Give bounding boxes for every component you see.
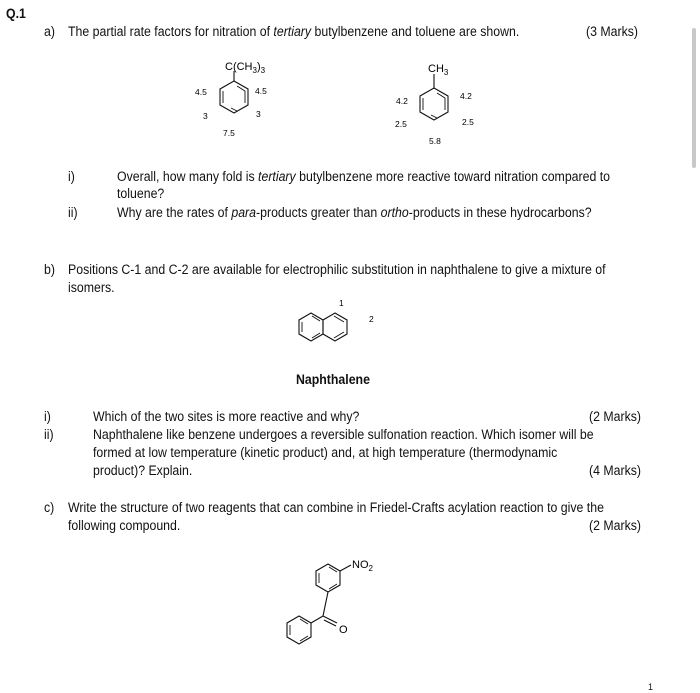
- benzene-ring: [220, 81, 248, 113]
- part-b-line2: isomers.: [68, 280, 115, 295]
- part-b-q-ii-line3: product)? Explain.: [93, 463, 193, 478]
- part-a-prompt: The partial rate factors for nitration of tertiary butylbenzene and toluene are shown.: [68, 24, 520, 39]
- part-a-label: a): [44, 24, 55, 39]
- tol-meta-left: 2.5: [395, 119, 407, 129]
- tol-meta-right: 2.5: [462, 117, 474, 127]
- part-c-line2: following compound.: [68, 518, 181, 533]
- naphthalene-position-1: 1: [339, 298, 344, 308]
- nitrobenzophenone-structure: [265, 553, 405, 673]
- tbu-meta-right: 3: [256, 109, 261, 119]
- part-b-q-ii-line1: Naphthalene like benzene undergoes a reversible sulfonation reaction. Which isomer will be: [93, 427, 594, 442]
- part-a-marks: (3 Marks): [586, 24, 639, 39]
- benzene-ring: [420, 88, 448, 120]
- part-a-q-i-line2: toluene?: [117, 186, 165, 201]
- naphthalene-structure: [285, 295, 395, 355]
- carbonyl-oxygen-label: O: [339, 624, 348, 636]
- tbu-substituent-label: $C(CH_3)_3$: [225, 61, 266, 75]
- part-b-q-ii-line2: formed at low temperature (kinetic product) and, at high temperature (thermodynamic: [93, 445, 558, 460]
- tbu-meta-left: 3: [203, 111, 208, 121]
- part-a-q-ii-label: ii): [68, 205, 78, 220]
- part-b-q-i-marks: (2 Marks): [589, 409, 642, 424]
- scrollbar[interactable]: [692, 28, 696, 168]
- question-number: Q.1: [6, 6, 26, 21]
- part-b-label: b): [44, 262, 55, 277]
- tol-ortho-right: 4.2: [460, 91, 472, 101]
- naphthalene-position-2: 2: [369, 314, 374, 324]
- tbu-ortho-left: 4.5: [195, 87, 207, 97]
- part-a-q-ii-text: Why are the rates of para-products greater than ortho-products in these hydrocarbons?: [117, 205, 592, 220]
- part-c-line1: Write the structure of two reagents that can combine in Friedel-Crafts acylation reaction to give the: [68, 500, 604, 515]
- part-c-label: c): [44, 500, 55, 515]
- nitro-group-label: $NO_2$: [352, 559, 373, 573]
- part-b-q-ii-label: ii): [44, 427, 54, 442]
- part-c-marks: (2 Marks): [589, 518, 642, 533]
- part-a-q-i-label: i): [68, 169, 75, 184]
- tol-para: 5.8: [429, 136, 441, 146]
- part-a-q-i-line1: Overall, how many fold is tertiary butylbenzene more reactive toward nitration compared to: [117, 169, 611, 184]
- tbu-para: 7.5: [223, 128, 235, 138]
- part-b-q-i-text: Which of the two sites is more reactive and why?: [93, 409, 360, 424]
- part-b-line1: Positions C-1 and C-2 are available for electrophilic substitution in naphthalene to give a mixture of: [68, 262, 606, 277]
- methyl-substituent-label: $CH_3$: [428, 63, 449, 77]
- part-b-q-ii-marks: (4 Marks): [589, 463, 642, 478]
- part-b-q-i-label: i): [44, 409, 51, 424]
- naphthalene-caption: Naphthalene: [296, 372, 370, 387]
- tbu-ortho-right: 4.5: [255, 86, 267, 96]
- tert-butylbenzene-structure: [185, 56, 295, 146]
- page-number: 1: [648, 682, 654, 692]
- tol-ortho-left: 4.2: [396, 96, 408, 106]
- toluene-structure: [385, 56, 495, 151]
